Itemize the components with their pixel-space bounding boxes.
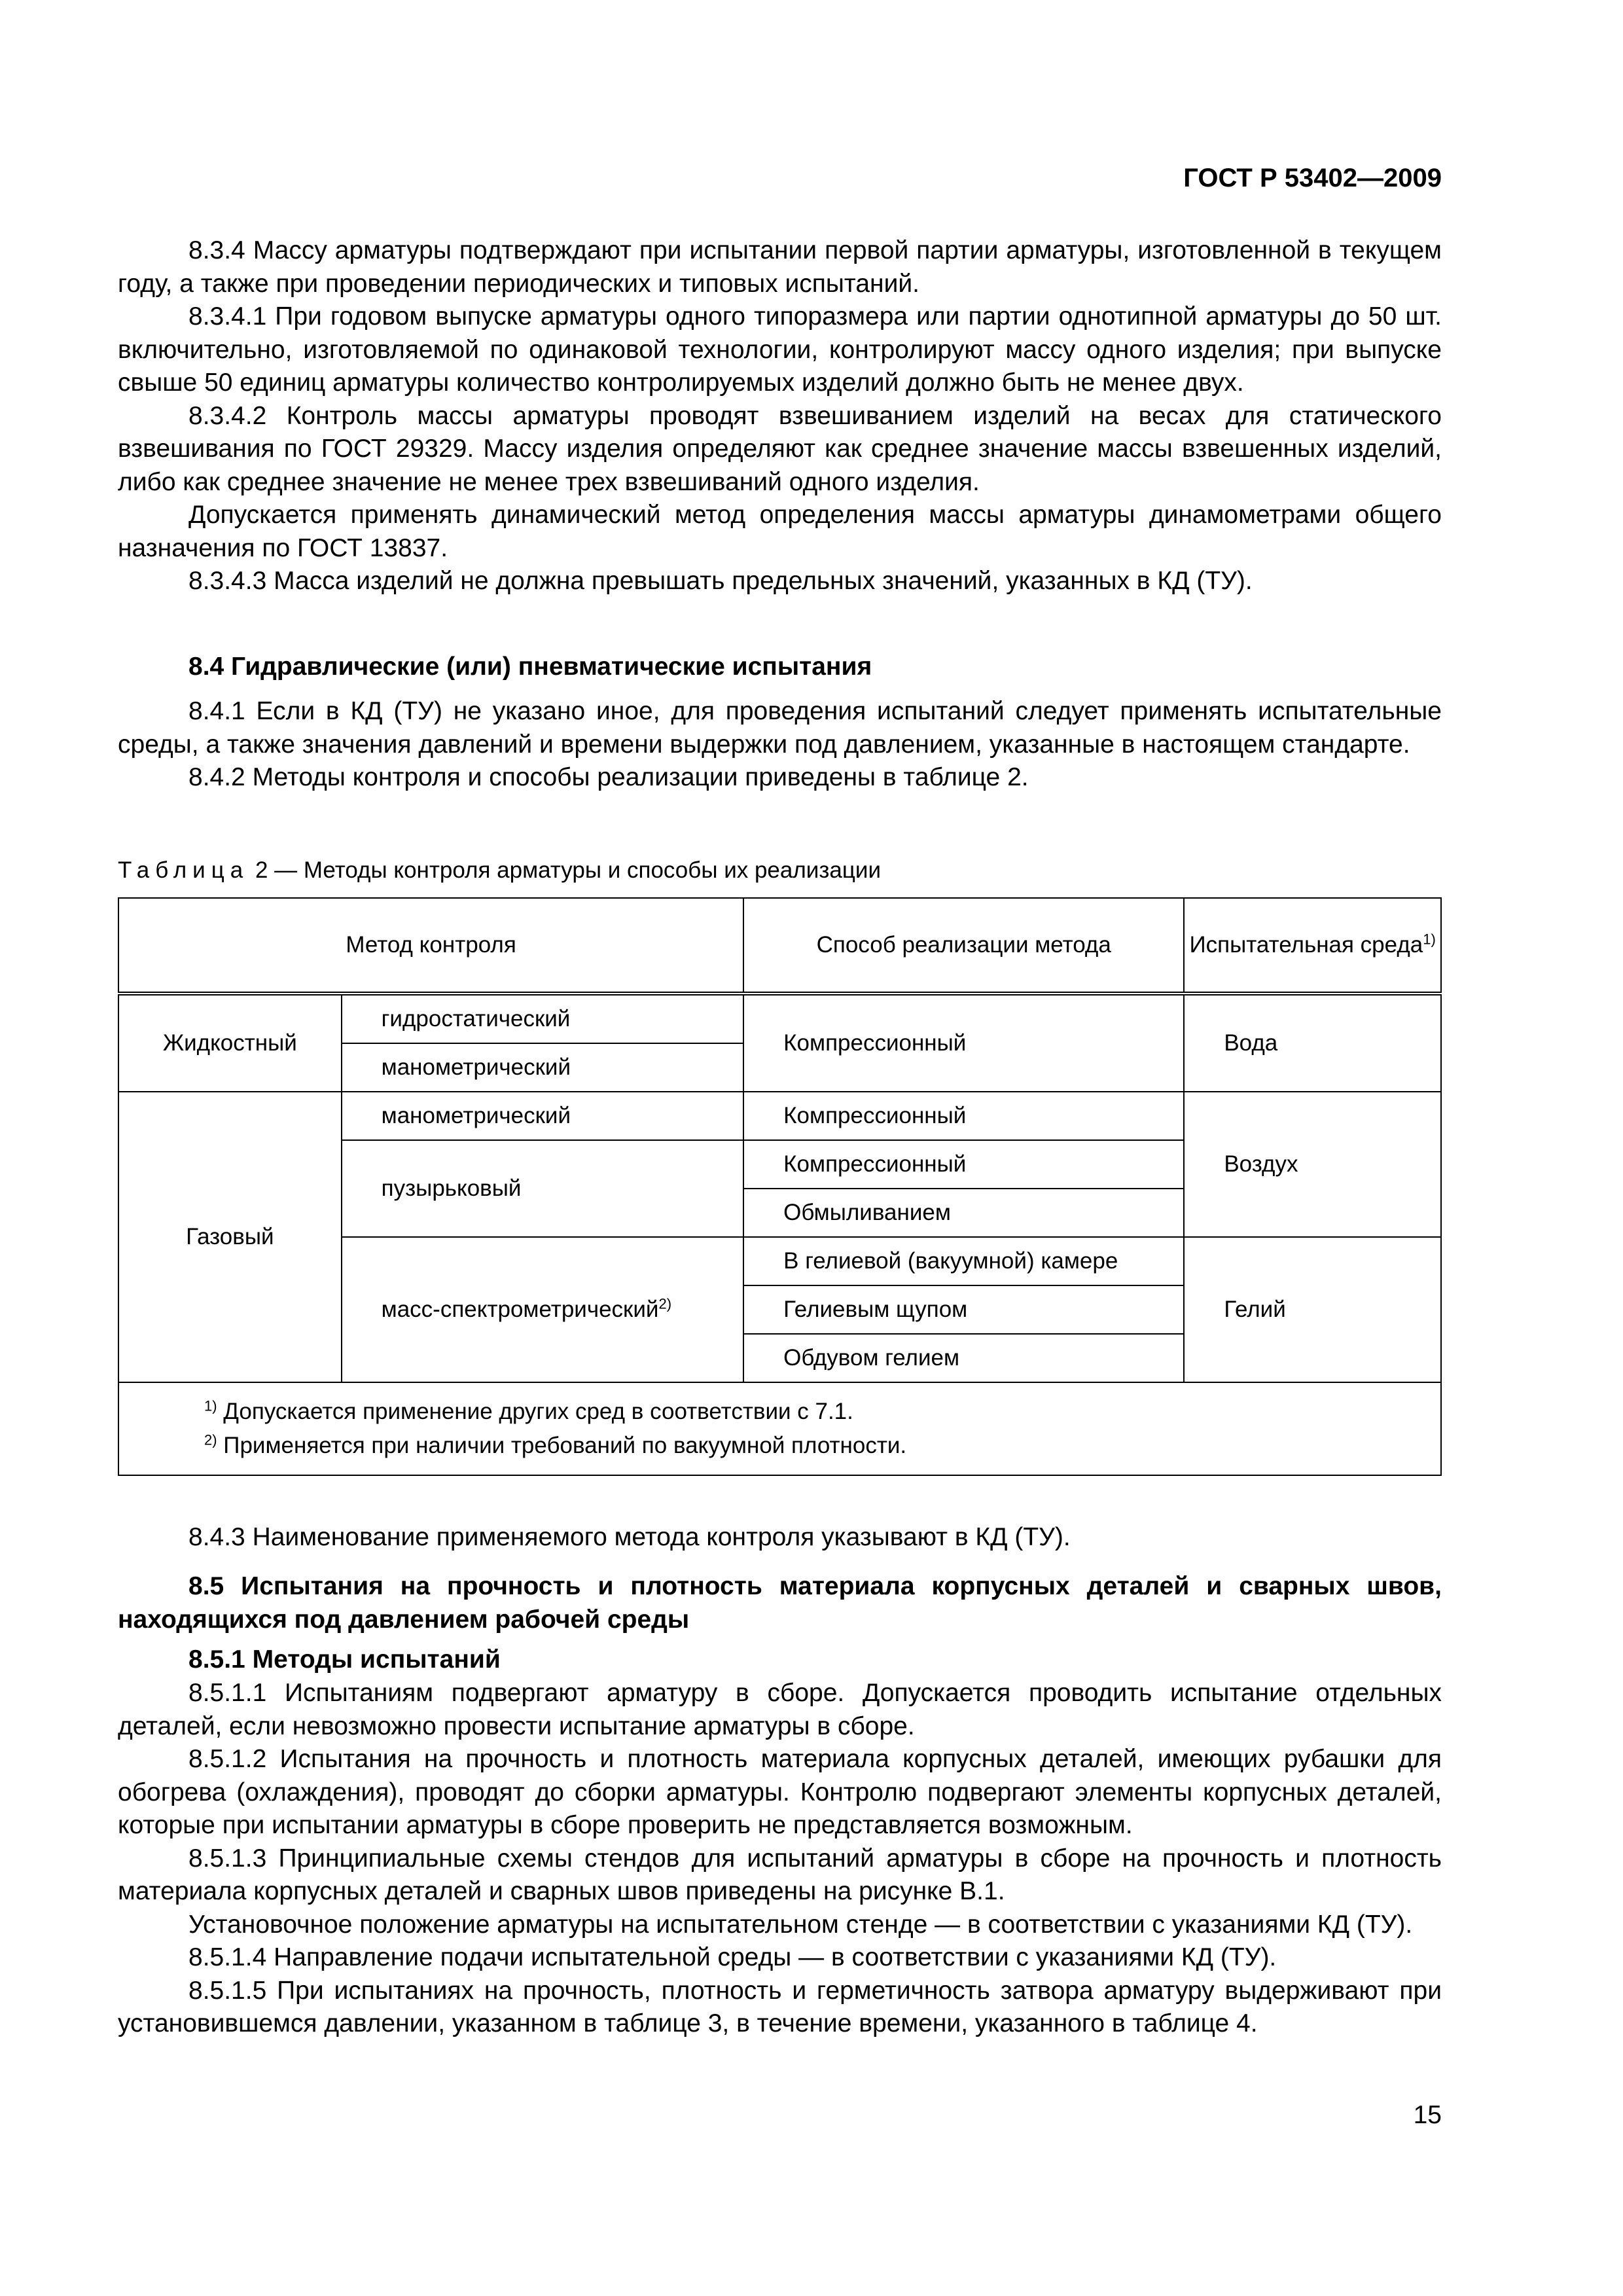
page-number: 15 (1413, 2101, 1442, 2129)
table-header-row (118, 898, 1441, 994)
paragraph: 8.3.4.1 При годовом выпуске арматуры одного типоразмера или партии однотипной арматуры до 50 шт. включительно, изготовляемой по одинаковой технологии, контролируют массу одного изделия; при выпуске свыше 50 единиц арматуры количество контролируемых изделий должно быть не менее двух. (118, 302, 1442, 397)
cell: Вода (1184, 994, 1441, 1092)
header-medium-text: Испытательная среда (1189, 932, 1423, 958)
table-row (118, 994, 1441, 1043)
footnote-text: Допускается применение других сред в соответствии с 7.1. (217, 1399, 853, 1424)
cell: Гелиевым щупом (743, 1285, 1184, 1334)
table-row (118, 1092, 1441, 1140)
cell: Обдувом гелием (743, 1334, 1184, 1382)
section-8-4-body (118, 695, 1442, 795)
methods-table (118, 897, 1442, 1476)
footnote-text: Применяется при наличии требований по вакуумной плотности. (217, 1433, 907, 1458)
paragraph: Допускается применять динамический метод определения массы арматуры динамометрами общего назначения по ГОСТ 13837. (118, 501, 1442, 562)
section-8-5-1-body (118, 1677, 1442, 2041)
paragraph: Установочное положение арматуры на испытательном стенде — в соответствии с указаниями КД (ТУ). (188, 1910, 1413, 1939)
cell: гидростатический (342, 994, 744, 1043)
header-realization: Способ реализации метода (743, 898, 1184, 994)
cell: В гелиевой (вакуумной) камере (743, 1237, 1184, 1285)
paragraph: 8.4.3 Наименование применяемого метода контроля указывают в КД (ТУ). (188, 1523, 1071, 1551)
cell: Гелий (1184, 1237, 1441, 1382)
footnote-ref: 2) (658, 1295, 672, 1312)
cell: манометрический (342, 1092, 744, 1140)
header-method: Метод контроля (118, 898, 743, 994)
table-caption (118, 857, 881, 884)
paragraph: 8.5.1.5 При испытаниях на прочность, плотность и герметичность затвора арматуру выдерживают при установившемся давлении, указанном в таблице 3, в течение времени, указанного в таблице 4. (118, 1976, 1442, 2037)
cell-text: масс-спектрометрический (381, 1297, 659, 1322)
section-heading-8-4: 8.4 Гидравлические (или) пневматические испытания (188, 653, 872, 681)
footnote (204, 1429, 1440, 1463)
cell: Обмыливанием (743, 1189, 1184, 1237)
paragraph: 8.3.4.2 Контроль массы арматуры проводят взвешиванием изделий на весах для статического взвешивания по ГОСТ 29329. Массу изделия определяют как среднее значение массы взвешенных изделий, либо как среднее значение не менее трех взвешиваний одного изделия. (118, 401, 1442, 496)
paragraph: 8.5.1.4 Направление подачи испытательной среды — в соответствии с указаниями КД (ТУ). (188, 1943, 1277, 1971)
cell-gas: Газовый (118, 1092, 342, 1382)
footnote-ref: 1) (1423, 931, 1436, 948)
cell: Компрессионный (743, 1140, 1184, 1189)
paragraph: 8.5.1.3 Принципиальные схемы стендов для испытаний арматуры в сборе на прочность и плотность материала корпусных деталей и сварных швов приведены на рисунке В.1. (118, 1844, 1442, 1905)
footnote-mark: 1) (204, 1397, 217, 1414)
table-notes-row (118, 1382, 1441, 1475)
caption-prefix: Таблица (118, 857, 249, 883)
paragraph: 8.3.4.3 Масса изделий не должна превышать предельных значений, указанных в КД (ТУ). (188, 567, 1253, 595)
cell-liquid: Жидкостный (118, 994, 342, 1092)
section-8-3-4 (118, 234, 1442, 598)
document-header: ГОСТ Р 53402—2009 (1183, 164, 1442, 192)
table-notes (118, 1382, 1441, 1475)
section-heading-8-5-1: 8.5.1 Методы испытаний (188, 1645, 501, 1674)
section-heading-8-5: 8.5 Испытания на прочность и плотность материала корпусных деталей и сварных швов, находящихся под давлением рабочей среды (118, 1572, 1442, 1634)
paragraph: 8.5.1.1 Испытаниям подвергают арматуру в сборе. Допускается проводить испытание отдельных деталей, если невозможно провести испытание арматуры в сборе. (118, 1679, 1442, 1740)
paragraph: 8.4.1 Если в КД (ТУ) не указано иное, для проведения испытаний следует применять испытательные среды, а также значения давлений и времени выдержки под давлением, указанные в настоящем стандарте. (118, 697, 1442, 759)
paragraph: 8.4.2 Методы контроля и способы реализации приведены в таблице 2. (188, 763, 1029, 791)
cell: Компрессионный (743, 994, 1184, 1092)
cell: пузырьковый (342, 1140, 744, 1237)
cell: Компрессионный (743, 1092, 1184, 1140)
paragraph: 8.3.4 Массу арматуры подтверждают при испытании первой партии арматуры, изготовленной в текущем году, а также при проведении периодических и типовых испытаний. (118, 236, 1442, 298)
paragraph: 8.5.1.2 Испытания на прочность и плотность материала корпусных деталей, имеющих рубашки для обогрева (охлаждения), проводят до сборки арматуры. Контролю подвергают элементы корпусных деталей, которые при испытании арматуры в сборе проверить не представляется возможным. (118, 1745, 1442, 1839)
cell: Воздух (1184, 1092, 1441, 1237)
cell (342, 1237, 744, 1382)
footnote-mark: 2) (204, 1431, 217, 1448)
cell: манометрический (342, 1043, 744, 1092)
caption-text: 2 — Методы контроля арматуры и способы их реализации (249, 857, 881, 883)
footnote (204, 1395, 1440, 1429)
section-8-4-3 (118, 1521, 1442, 1554)
header-medium (1184, 898, 1441, 994)
